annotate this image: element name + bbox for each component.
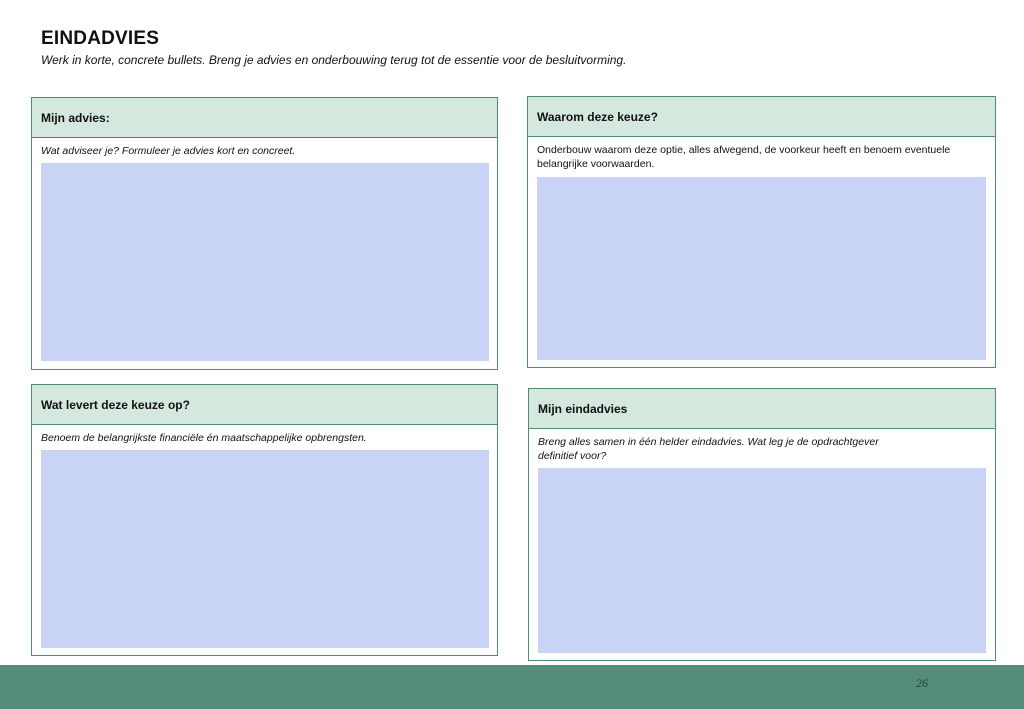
yield-card-prompt: Benoem de belangrijkste financiële én maatschappelijke opbrengsten. bbox=[41, 432, 367, 444]
why-card-prompt: Onderbouw waarom deze optie, alles afwegend, de voorkeur heeft en benoem eventuele belangrijke voorwaarden. bbox=[537, 144, 951, 170]
page-subtitle: Werk in korte, concrete bullets. Breng je advies en onderbouwing terug tot de essentie voor de besluitvorming. bbox=[41, 53, 627, 67]
yield-card-heading: Wat levert deze keuze op? bbox=[32, 385, 497, 425]
final-card-heading: Mijn eindadvies bbox=[529, 389, 995, 429]
why-answer-field[interactable] bbox=[537, 177, 986, 360]
advice-card bbox=[31, 97, 498, 370]
yield-answer-field[interactable] bbox=[41, 450, 489, 648]
final-card-prompt-line2: definitief voor? bbox=[538, 450, 607, 462]
final-card bbox=[528, 388, 996, 661]
advice-card-heading: Mijn advies: bbox=[32, 98, 497, 138]
advice-card-prompt: Wat adviseer je? Formuleer je advies kort en concreet. bbox=[41, 145, 296, 157]
advice-answer-field[interactable] bbox=[41, 163, 489, 361]
why-card bbox=[527, 96, 996, 368]
final-answer-field[interactable] bbox=[538, 468, 986, 653]
final-card-prompt-line1: Breng alles samen in één helder eindadvies. Wat leg je de opdrachtgever bbox=[538, 436, 879, 448]
page-number: 26 bbox=[916, 676, 928, 690]
footer-bar bbox=[0, 665, 1024, 709]
why-card-heading: Waarom deze keuze? bbox=[528, 97, 995, 137]
yield-card bbox=[31, 384, 498, 656]
final-card-prompt bbox=[529, 429, 995, 463]
page-title: EINDADVIES bbox=[41, 28, 160, 49]
